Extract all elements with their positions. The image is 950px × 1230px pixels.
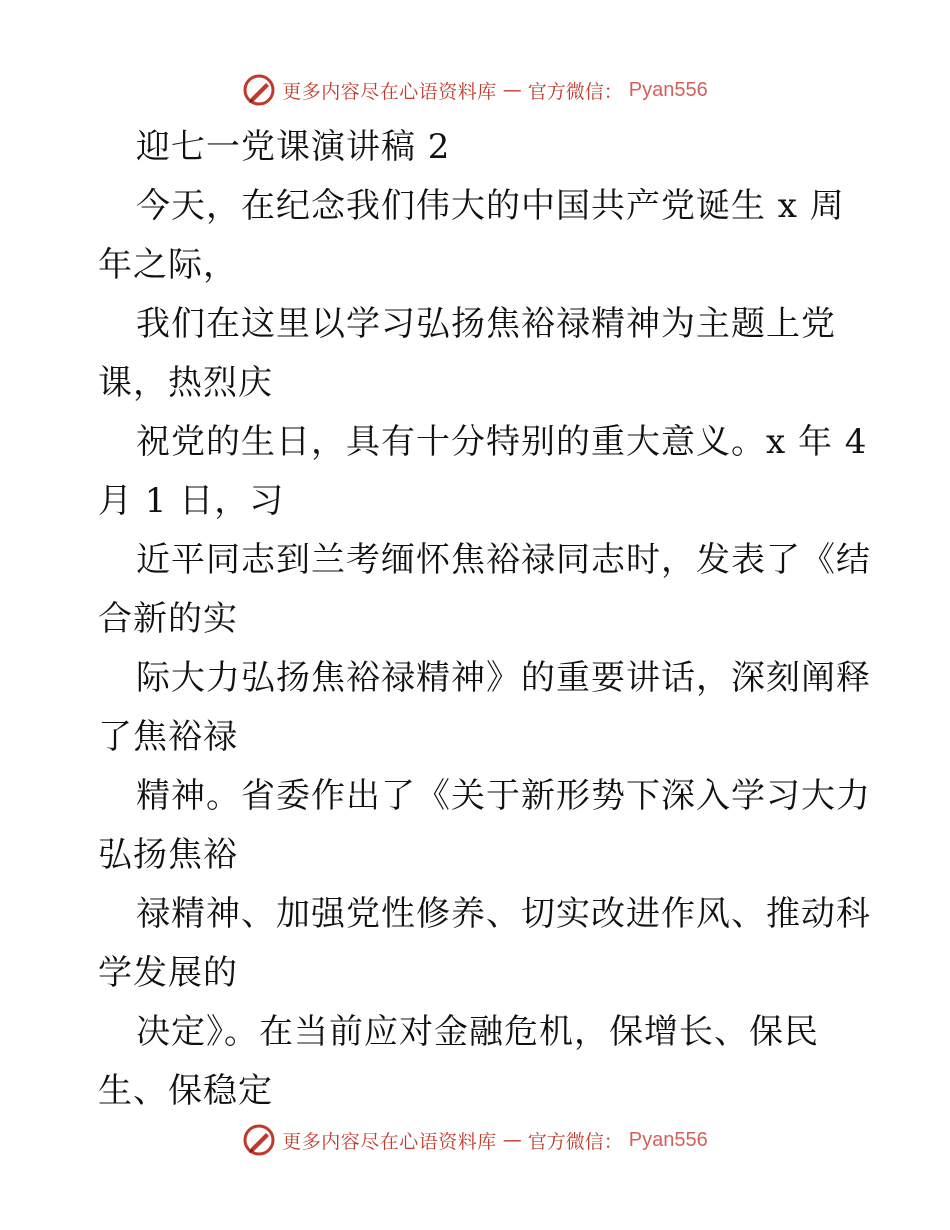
header-banner [0,70,950,110]
banner-separator: — [502,1129,522,1151]
banner-wechat-id: Pyan556 [628,1128,708,1151]
doc-line: 我们在这里以学习弘扬焦裕禄精神为主题上党 [136,304,836,344]
doc-line: 弘扬焦裕 [98,835,238,875]
doc-line: 近平同志到兰考缅怀焦裕禄同志时，发表了《结 [136,540,871,580]
doc-line: 月 1 日，习 [98,481,285,521]
footer-banner [0,1120,950,1160]
banner-separator: — [502,79,522,101]
doc-line: 学发展的 [98,953,238,993]
banner-wechat-label: 官方微信： [527,1130,623,1153]
doc-line: 今天，在纪念我们伟大的中国共产党诞生 x 周 [136,186,845,226]
doc-line: 祝党的生日，具有十分特别的重大意义。x 年 4 [136,422,868,462]
pen-logo-icon [242,73,276,107]
doc-line: 课，热烈庆 [98,363,273,403]
document-body [98,118,871,1121]
banner-wechat-id: Pyan556 [628,78,708,101]
doc-line: 际大力弘扬焦裕禄精神》的重要讲话，深刻阐释 [136,658,871,698]
doc-line: 了焦裕禄 [98,717,238,757]
banner-text: 更多内容尽在心语资料库 [282,80,497,103]
banner-wechat-label: 官方微信： [527,80,623,103]
doc-line: 年之际， [98,245,238,285]
doc-line: 合新的实 [98,599,238,639]
doc-line: 禄精神、加强党性修养、切实改进作风、推动科 [136,894,871,934]
banner-text: 更多内容尽在心语资料库 [282,1130,497,1153]
doc-line: 决定》。在当前应对金融危机，保增长、保民 [136,1012,819,1052]
doc-title: 迎七一党课演讲稿 2 [136,127,451,167]
pen-logo-icon [242,1123,276,1157]
doc-line: 精神。省委作出了《关于新形势下深入学习大力 [136,776,871,816]
doc-line: 生、保稳定 [98,1071,273,1111]
